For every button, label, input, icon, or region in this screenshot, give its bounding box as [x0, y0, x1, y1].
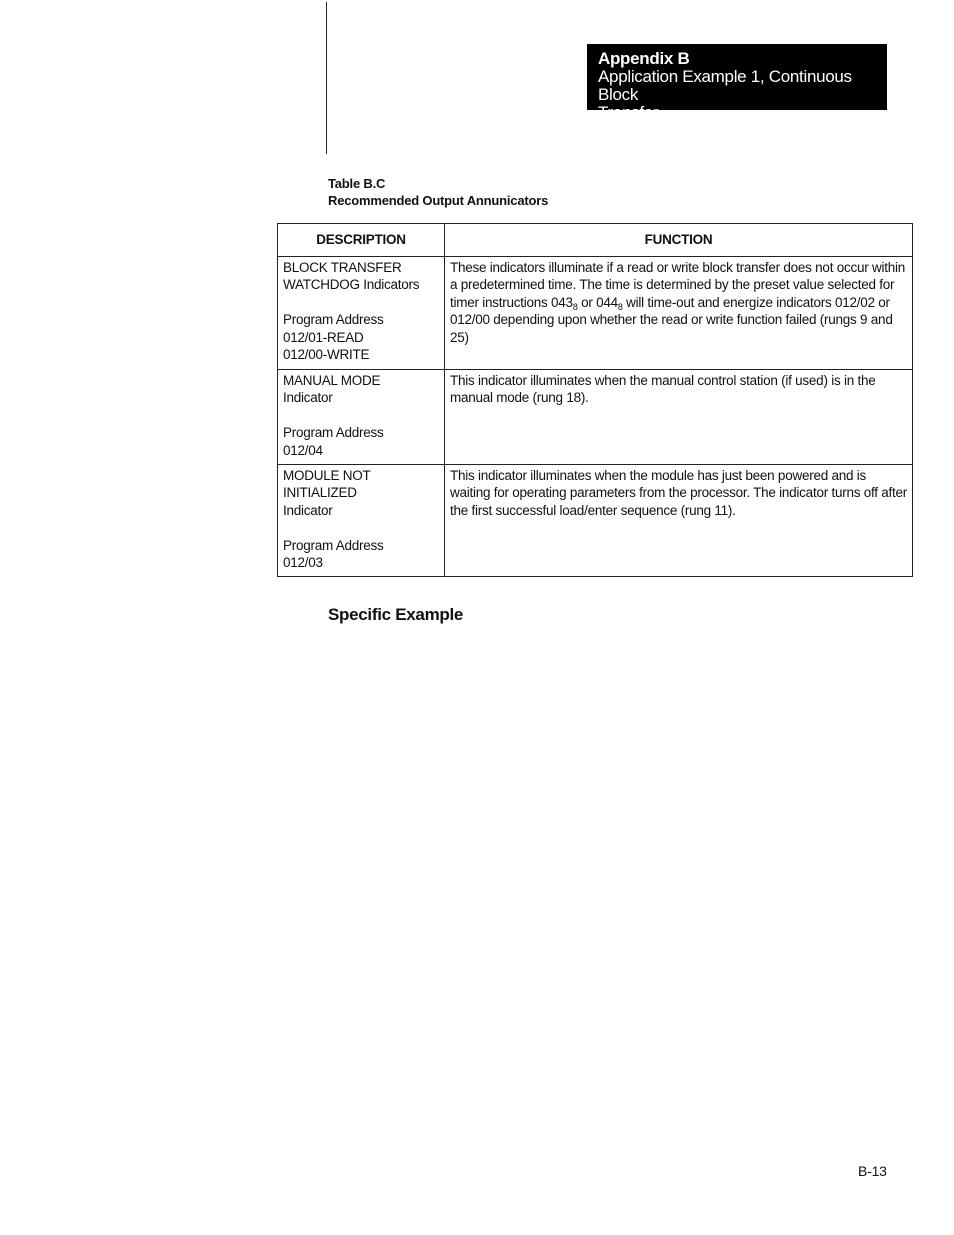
program-address: 012/00-WRITE — [283, 347, 370, 363]
table-header-row — [278, 224, 913, 257]
table-title: Recommended Output Annunicators — [328, 193, 549, 208]
column-header-description: DESCRIPTION — [278, 224, 445, 257]
address-label: Program Address — [283, 537, 384, 553]
function-text-part: or 044 — [577, 294, 618, 310]
description-cell — [278, 257, 445, 370]
description-line: Indicator — [283, 502, 333, 518]
table-caption — [328, 175, 548, 209]
spacer — [283, 294, 439, 311]
page-number: B-13 — [858, 1163, 887, 1179]
description-line: Indicator — [283, 390, 333, 406]
column-header-function: FUNCTION — [445, 224, 913, 257]
description-line: BLOCK TRANSFER — [283, 260, 402, 275]
table-row — [278, 465, 913, 577]
function-cell — [445, 257, 913, 370]
description-line: INITIALIZED — [283, 485, 357, 501]
header-title-line1: Application Example 1, Continuous Block — [598, 67, 852, 104]
program-address: 012/03 — [283, 555, 323, 571]
spacer — [283, 519, 439, 536]
octal-subscript: 8 — [572, 301, 578, 312]
program-address: 012/04 — [283, 442, 323, 458]
function-text — [450, 259, 907, 346]
description-cell — [278, 465, 445, 577]
octal-subscript: 8 — [617, 301, 623, 312]
margin-rule — [326, 2, 327, 154]
program-address: 012/01-READ — [283, 329, 364, 345]
header-title-line2: Transfer — [598, 103, 659, 122]
spacer — [283, 407, 439, 424]
description-cell — [278, 370, 445, 465]
description-line: MANUAL MODE — [283, 373, 381, 388]
table-number: Table B.C — [328, 176, 386, 191]
address-label: Program Address — [283, 312, 384, 328]
function-cell — [445, 370, 913, 465]
function-cell — [445, 465, 913, 577]
function-text-part: will time-out and energize indicators 012/02 or 012/00 depending upon whether the read or write function failed (rungs 9 and 25) — [450, 294, 893, 345]
description-line: MODULE NOT — [283, 468, 371, 484]
function-text: This indicator illuminates when the module has just been powered and is waiting for operating parameters from the processor. The indicator turns off after the first successful load/enter sequence (rung 11). — [450, 468, 907, 518]
function-text-part: These indicators illuminate if a read or write block transfer does not occur within a predetermined time. The time is determined by the preset value selected for timer instructions 043 — [450, 260, 905, 310]
table-row — [278, 257, 913, 370]
running-header — [587, 44, 887, 122]
annunciator-table — [277, 223, 913, 577]
function-text: This indicator illuminates when the manual control station (if used) is in the manual mode (rung 18). — [450, 373, 876, 406]
header-appendix: Appendix B — [598, 49, 690, 68]
address-label: Program Address — [283, 425, 384, 441]
description-line: WATCHDOG Indicators — [283, 277, 420, 293]
table-row — [278, 370, 913, 465]
section-heading: Specific Example — [328, 605, 464, 624]
